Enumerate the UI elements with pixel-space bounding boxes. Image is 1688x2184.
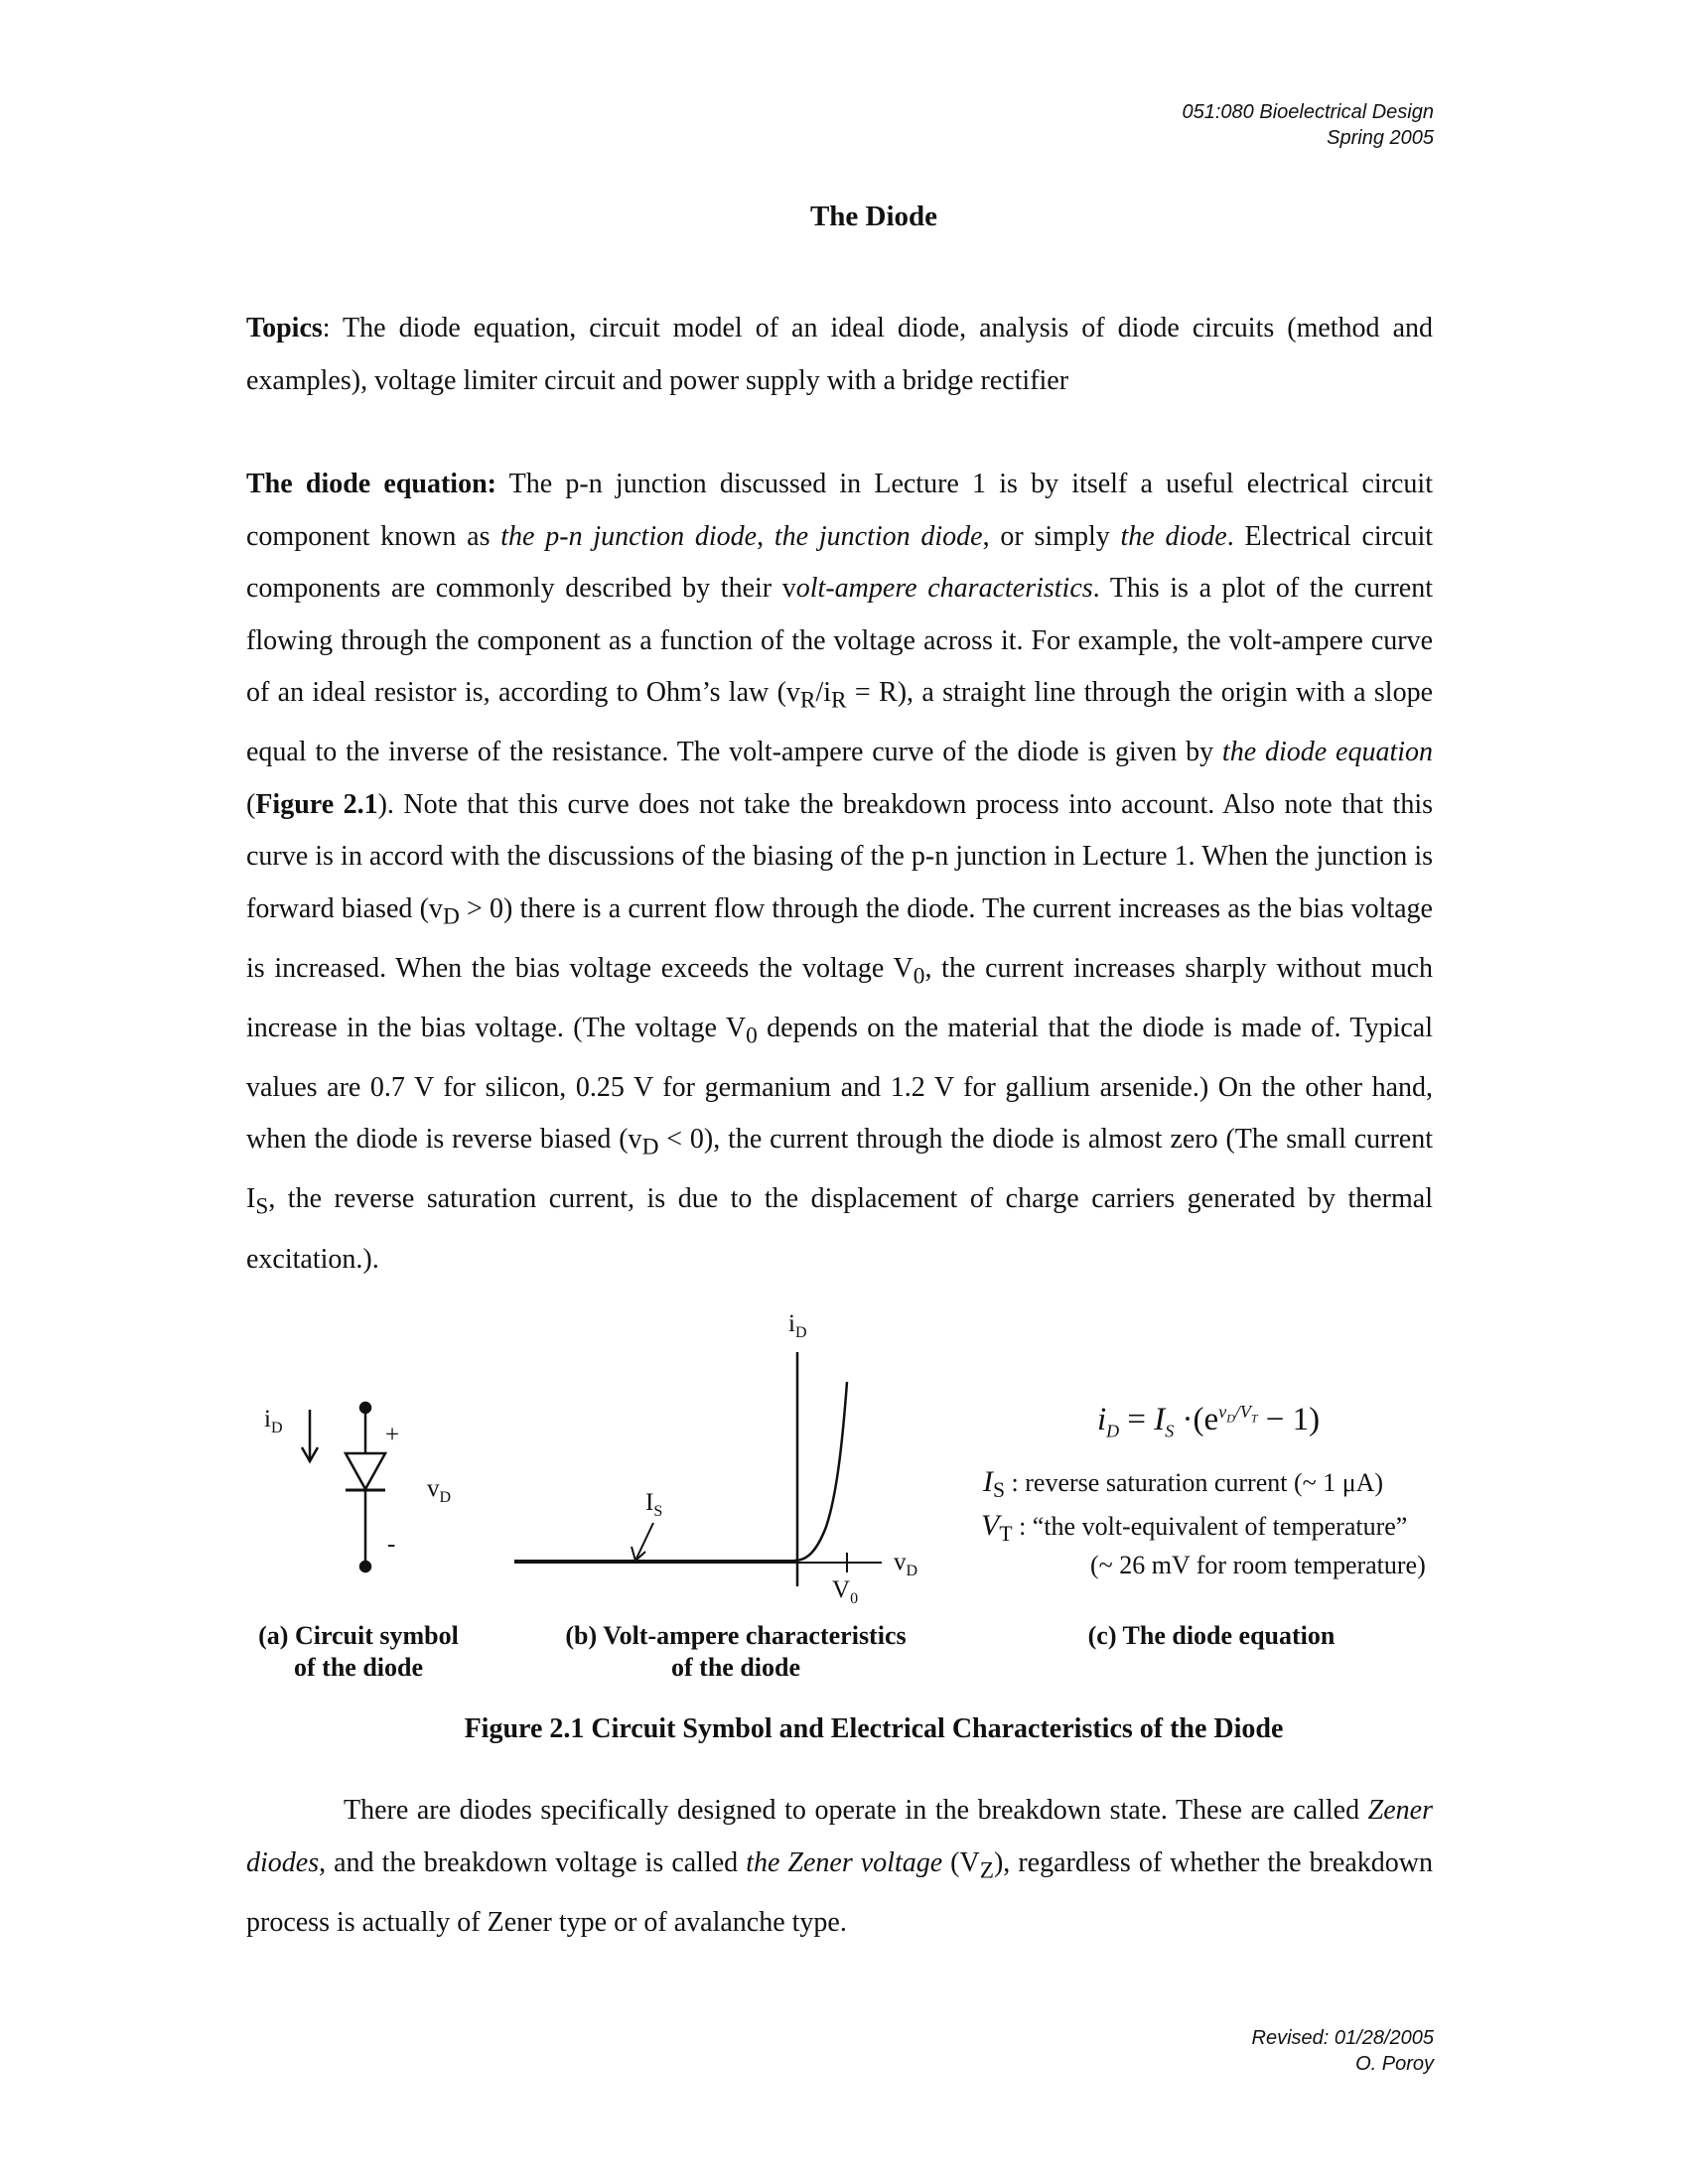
eq-part: I xyxy=(1154,1402,1166,1437)
y-axis-label xyxy=(788,1310,807,1342)
diode-equation-paragraph xyxy=(246,459,1433,1286)
text-run: , and the breakdown voltage is called xyxy=(319,1846,747,1878)
label-sub: D xyxy=(906,1563,918,1579)
x-axis-label xyxy=(894,1549,917,1580)
is-pointer xyxy=(635,1523,653,1561)
figure-title: Figure 2.1 Circuit Symbol and Electrical Characteristics of the Diode xyxy=(464,1713,1284,1744)
subscript: R xyxy=(799,687,816,714)
eq-sub: T xyxy=(1250,1411,1258,1426)
text-run: , the current increases sharply without much increase in the bias voltage. (The voltage V xyxy=(246,952,1433,1043)
label-sub: 0 xyxy=(850,1590,859,1607)
course-term: Spring 2005 xyxy=(1327,127,1434,149)
eq-part: : “the volt-equivalent of temperature” xyxy=(1012,1512,1408,1541)
eq-sub: T xyxy=(999,1522,1013,1547)
text-run: The p-n junction discussed in Lecture 1 is by itself a useful electrical circuit component known as xyxy=(246,469,1433,552)
caption-b-line1: (b) Volt-ampere characteristics xyxy=(565,1621,907,1650)
italic-term: olt-ampere characteristics xyxy=(795,573,1093,604)
caption-b-line2: of the diode xyxy=(671,1653,800,1682)
text-run: = R), a straight line through the origin with a slope equal to the inverse of the resistance. The volt-ampere curve of the diode is given by xyxy=(246,677,1433,768)
text-run: > 0) there is a current flow through the diode. The current increases as the bias voltage is increased. When the bias voltage exceeds the voltage V xyxy=(246,892,1433,984)
plus-sign: + xyxy=(385,1422,400,1448)
diode-triangle xyxy=(346,1453,385,1489)
is-definition xyxy=(983,1465,1383,1503)
diode-symbol xyxy=(302,1403,385,1571)
eq-part: V xyxy=(981,1509,1000,1542)
eq-sub: D xyxy=(1106,1421,1120,1441)
subscript: Z xyxy=(979,1857,994,1884)
eq-part: I xyxy=(983,1465,993,1498)
italic-term: the diode equation xyxy=(1221,737,1433,768)
text-run: ( xyxy=(246,788,256,820)
subscript: 0 xyxy=(746,1023,758,1049)
diode-curve xyxy=(794,1382,847,1561)
text-run: (V xyxy=(942,1846,980,1878)
diode-equation xyxy=(1097,1402,1320,1442)
label-sub: D xyxy=(270,1420,283,1436)
italic-term: the junction diode xyxy=(774,520,983,552)
eq-part: i xyxy=(1097,1402,1107,1437)
terminal-bottom xyxy=(360,1562,370,1571)
label-sub: D xyxy=(439,1489,452,1506)
vt-room-temp: (~ 26 mV for room temperature) xyxy=(1090,1551,1426,1579)
eq-exponent xyxy=(1218,1402,1258,1426)
subscript: S xyxy=(255,1194,269,1221)
eq-sub: S xyxy=(993,1478,1006,1503)
eq-part: = xyxy=(1119,1402,1155,1437)
label-main: v xyxy=(427,1475,440,1502)
current-label-a xyxy=(264,1406,283,1437)
subscript: R xyxy=(831,687,847,714)
zener-paragraph xyxy=(246,1785,1433,1949)
author-name: O. Poroy xyxy=(1355,2053,1434,2075)
topics-label: Topics xyxy=(246,313,323,343)
figure-2-1 xyxy=(0,1310,1688,1727)
text-run: depends on the material that the diode is made of. Typical values are 0.7 V for silicon, 0.25 V for germanium and 1.2 V for gallium arsenide.) On the other hand, when the diode is reverse biased (v xyxy=(246,1012,1433,1156)
label-main: I xyxy=(645,1489,654,1516)
is-label xyxy=(645,1489,662,1521)
diode-equation-label: The diode equation: xyxy=(246,469,496,499)
eq-part: ·(e xyxy=(1174,1402,1219,1437)
label-main: V xyxy=(832,1576,851,1603)
topics-paragraph xyxy=(246,303,1433,407)
subscript: D xyxy=(442,903,460,930)
text-run: . This is a plot of the current flowing through the component as a function of the voltage across it. For example, the volt-ampere curve of an ideal resistor is, according to Ohm’s law (v xyxy=(246,573,1434,708)
text-run: /i xyxy=(815,677,832,708)
text-run: There are diodes specifically designed to operate in the breakdown state. These are called xyxy=(344,1795,1368,1826)
eq-part: : reverse saturation current (~ 1 μA) xyxy=(1005,1468,1384,1497)
text-run: , xyxy=(757,520,774,552)
v0-label xyxy=(832,1576,858,1608)
minus-sign: - xyxy=(387,1531,396,1558)
caption-c: (c) The diode equation xyxy=(1087,1621,1336,1650)
text-run: , the reverse saturation current, is due to the displacement of charge carriers generated by thermal excitation.). xyxy=(246,1183,1433,1275)
italic-term: the Zener voltage xyxy=(746,1846,943,1878)
page-header xyxy=(1183,99,1435,151)
text-run: , or simply xyxy=(982,520,1121,552)
revised-date: Revised: 01/28/2005 xyxy=(1251,2027,1434,2049)
label-sub: D xyxy=(794,1324,807,1341)
caption-a-line2: of the diode xyxy=(294,1653,423,1682)
eq-part: v xyxy=(1218,1402,1227,1422)
text-run: < 0), the current through the diode is almost zero (The small current I xyxy=(246,1124,1433,1215)
eq-part: /V xyxy=(1234,1402,1251,1422)
label-sub: S xyxy=(653,1503,663,1520)
label-main: i xyxy=(264,1406,271,1433)
va-chart xyxy=(514,1352,882,1586)
vt-definition xyxy=(981,1509,1407,1547)
figure-reference: Figure 2.1 xyxy=(255,788,378,820)
subscript: 0 xyxy=(913,963,925,990)
text-run: ), regardless of whether the breakdown process is actually of Zener type or of avalanche type. xyxy=(246,1846,1433,1938)
text-run: . Electrical circuit components are commonly described by their v xyxy=(246,520,1434,604)
italic-term: the p-n junction diode xyxy=(500,520,758,552)
caption-a-line1: (a) Circuit symbol xyxy=(258,1621,459,1650)
label-main: i xyxy=(788,1310,795,1337)
italic-term: Zener diodes xyxy=(246,1795,1433,1878)
voltage-label-a xyxy=(427,1475,451,1507)
eq-sub: D xyxy=(1226,1411,1235,1426)
page-title: The Diode xyxy=(809,201,938,232)
caption-a xyxy=(234,1620,483,1684)
eq-part: − 1) xyxy=(1257,1402,1321,1437)
text-run: ). Note that this curve does not take the breakdown process into account. Also note that this curve is in accord with the discussions of the biasing of the p-n junction in Lecture 1. When the junction is forward biased (v xyxy=(246,788,1433,924)
italic-term: the diode xyxy=(1120,520,1227,552)
eq-sub: S xyxy=(1165,1421,1175,1441)
caption-b xyxy=(542,1620,929,1684)
subscript: D xyxy=(641,1134,659,1160)
label-main: v xyxy=(894,1549,907,1575)
page-footer xyxy=(1252,2025,1434,2077)
topics-text: : The diode equation, circuit model of an ideal diode, analysis of diode circuits (method and examples), voltage limiter circuit and power supply with a bridge rectifier xyxy=(246,313,1433,396)
course-name: 051:080 Bioelectrical Design xyxy=(1182,101,1434,123)
